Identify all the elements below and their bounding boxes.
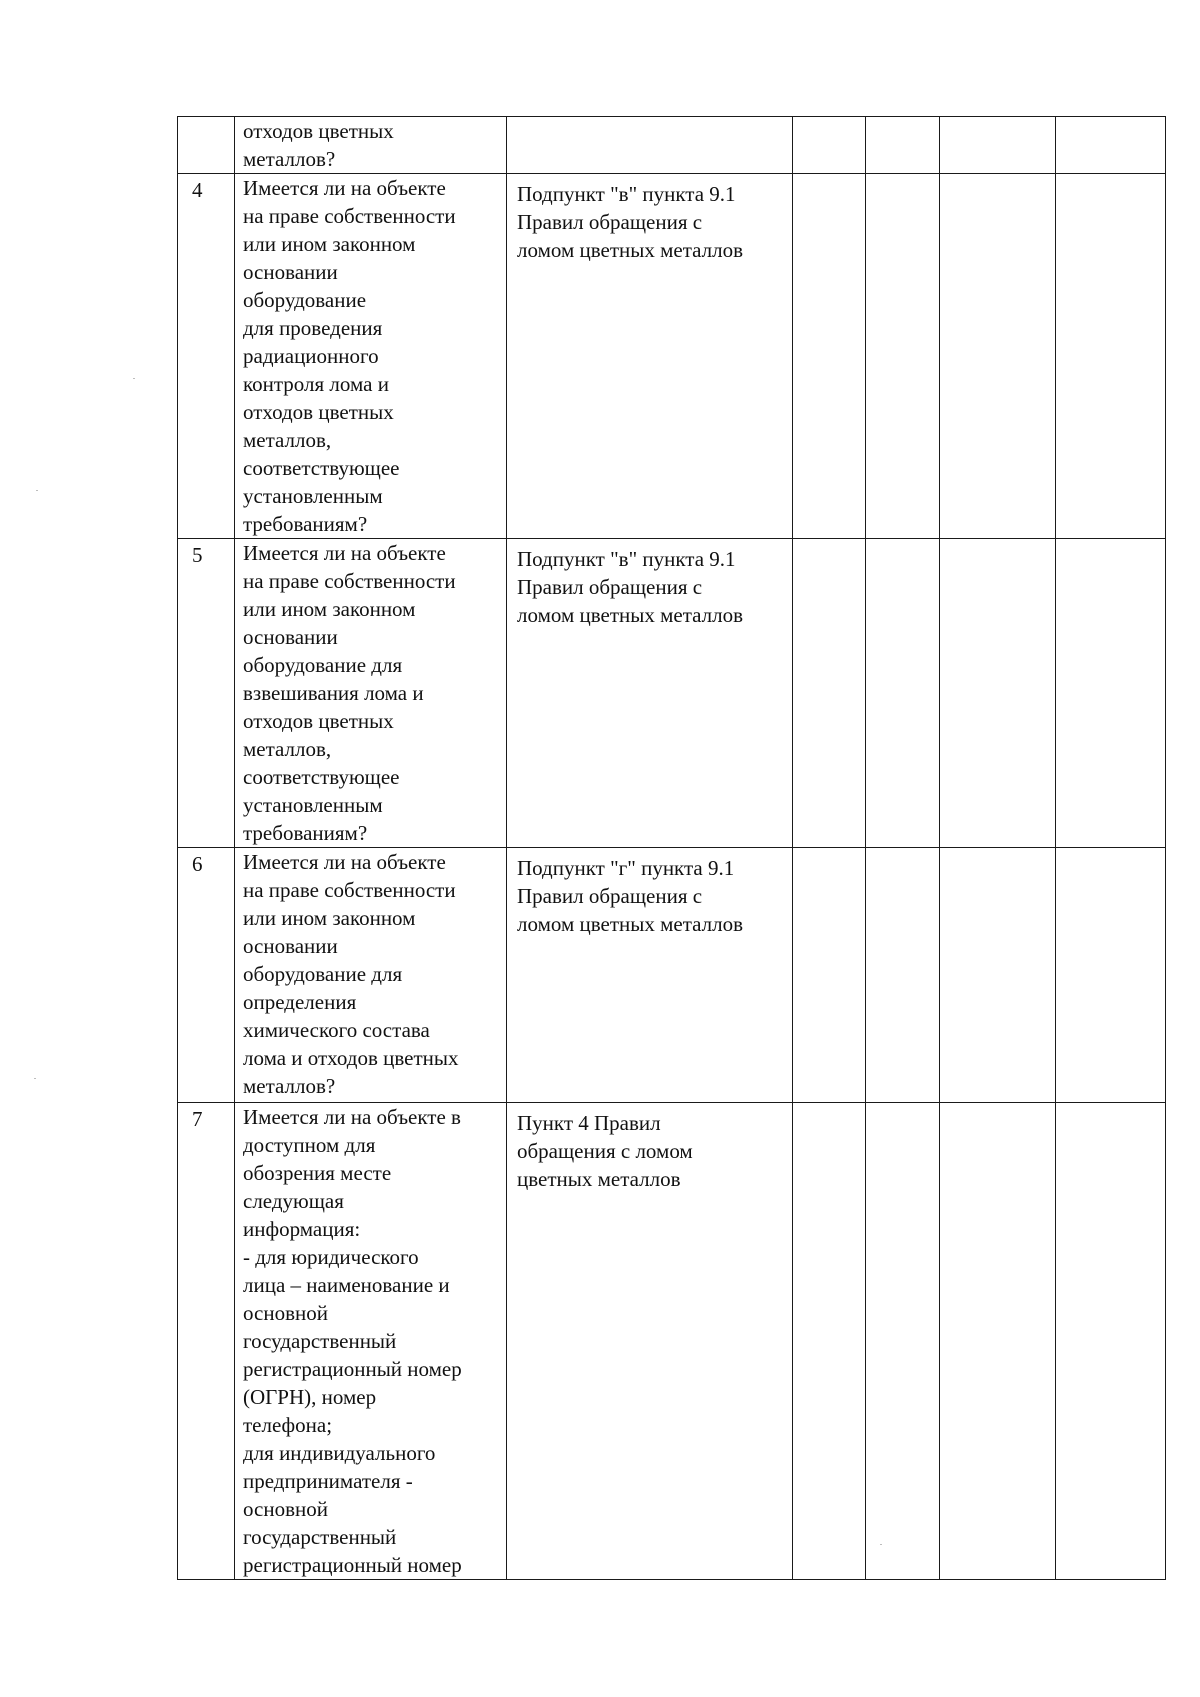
table-row bbox=[178, 1103, 1166, 1580]
legal-reference: Пункт 4 Правил обращения с ломом цветных металлов bbox=[507, 1103, 793, 1580]
legal-reference: Подпункт "в" пункта 9.1 Правил обращения с ломом цветных металлов bbox=[507, 539, 793, 848]
answer-cell-note bbox=[1056, 848, 1166, 1103]
answer-cell-no bbox=[866, 1103, 940, 1580]
legal-reference: Подпункт "г" пункта 9.1 Правил обращения с ломом цветных металлов bbox=[507, 848, 793, 1103]
table-row bbox=[178, 174, 1166, 539]
answer-cell-yes bbox=[793, 174, 866, 539]
requirement-question: Имеется ли на объекте в доступном для обозрения месте следующая информация: - для юридического лица – наименование и основной государственный регистрационный номер (ОГРН), номер телефона; для индивидуального предпринимателя - основной государственный регистрационный номер bbox=[235, 1103, 507, 1580]
answer-cell-no bbox=[866, 848, 940, 1103]
row-number: 6 bbox=[178, 848, 235, 1103]
answer-cell-not-applicable bbox=[940, 1103, 1056, 1580]
legal-reference: Подпункт "в" пункта 9.1 Правил обращения с ломом цветных металлов bbox=[507, 174, 793, 539]
requirement-question: отходов цветных металлов? bbox=[235, 117, 507, 174]
row-number: 5 bbox=[178, 539, 235, 848]
answer-cell-no bbox=[866, 174, 940, 539]
table-row bbox=[178, 539, 1166, 848]
scan-speck bbox=[36, 490, 38, 491]
answer-cell-no bbox=[866, 117, 940, 174]
requirement-question: Имеется ли на объекте на праве собственности или ином законном основании оборудование для определения химического состава лома и отходов цветных металлов? bbox=[235, 848, 507, 1103]
requirement-question: Имеется ли на объекте на праве собственности или ином законном основании оборудование для проведения радиационного контроля лома и отходов цветных металлов, соответствующее установленным требованиям? bbox=[235, 174, 507, 539]
answer-cell-not-applicable bbox=[940, 117, 1056, 174]
answer-cell-not-applicable bbox=[940, 848, 1056, 1103]
table-row bbox=[178, 848, 1166, 1103]
checklist-table bbox=[177, 116, 1166, 1580]
row-number: 7 bbox=[178, 1103, 235, 1580]
answer-cell-not-applicable bbox=[940, 539, 1056, 848]
answer-cell-note bbox=[1056, 1103, 1166, 1580]
answer-cell-note bbox=[1056, 174, 1166, 539]
scan-speck bbox=[133, 378, 135, 379]
answer-cell-not-applicable bbox=[940, 174, 1056, 539]
answer-cell-yes bbox=[793, 539, 866, 848]
requirement-question: Имеется ли на объекте на праве собственности или ином законном основании оборудование для взвешивания лома и отходов цветных металлов, соответствующее установленным требованиям? bbox=[235, 539, 507, 848]
answer-cell-yes bbox=[793, 848, 866, 1103]
answer-cell-yes bbox=[793, 117, 866, 174]
row-number bbox=[178, 117, 235, 174]
scan-speck bbox=[34, 1078, 36, 1079]
answer-cell-note bbox=[1056, 539, 1166, 848]
answer-cell-no bbox=[866, 539, 940, 848]
answer-cell-yes bbox=[793, 1103, 866, 1580]
legal-reference bbox=[507, 117, 793, 174]
row-number: 4 bbox=[178, 174, 235, 539]
table-row bbox=[178, 117, 1166, 174]
answer-cell-note bbox=[1056, 117, 1166, 174]
